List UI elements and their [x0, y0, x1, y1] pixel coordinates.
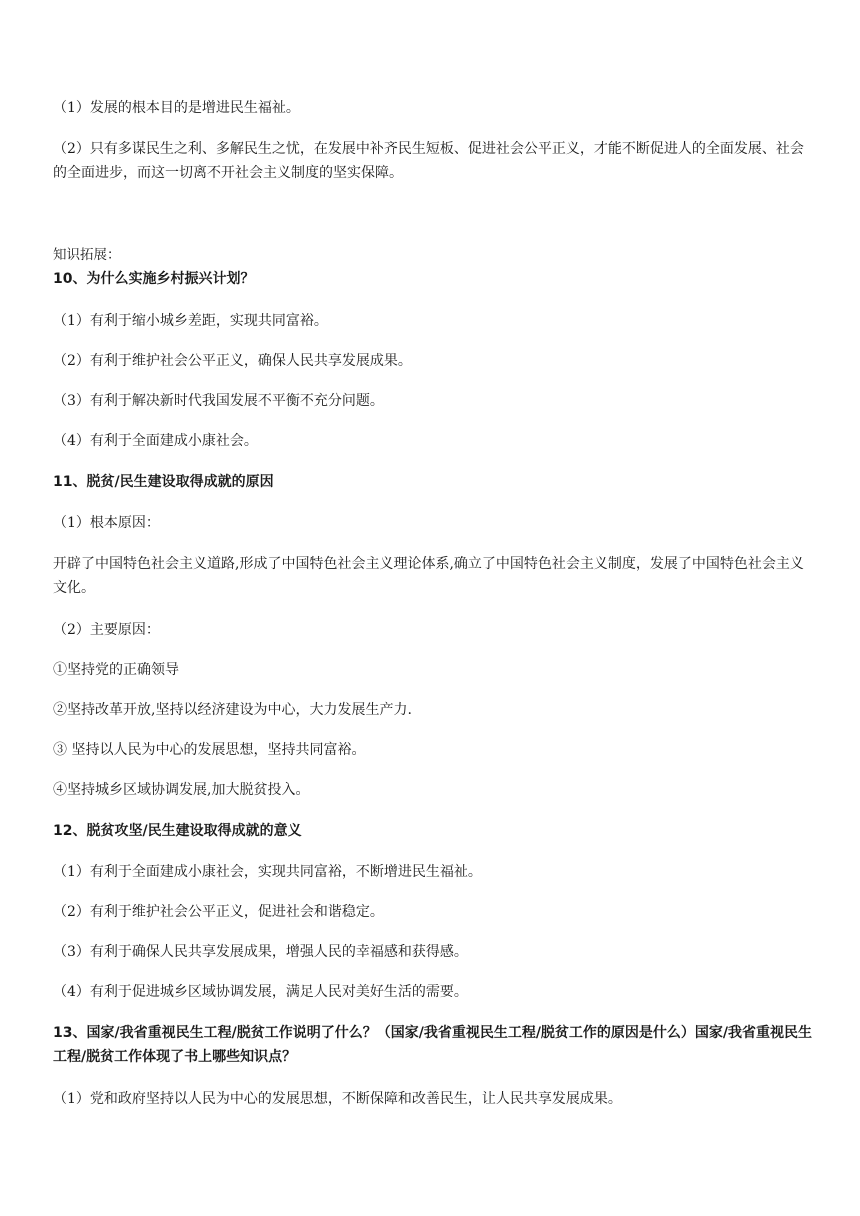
q10-item-3: （3）有利于解决新时代我国发展不平衡不充分问题。: [53, 393, 384, 409]
extension-label: 知识拓展：: [53, 247, 121, 263]
q11-main-label: （2）主要原因：: [53, 622, 160, 638]
q11-main-item-3: ③ 坚持以人民为中心的发展思想，坚持共同富裕。: [53, 742, 366, 758]
q11-root-label: （1）根本原因：: [53, 515, 160, 531]
q11-main-item-2: ②坚持改革开放,坚持以经济建设为中心，大力发展生产力.: [53, 702, 412, 718]
q12-heading: 12、脱贫攻坚/民生建设取得成就的意义: [53, 823, 302, 839]
q12-item-3: （3）有利于确保人民共享发展成果，增强人民的幸福感和获得感。: [53, 944, 468, 960]
q11-root-text: 开辟了中国特色社会主义道路,形成了中国特色社会主义理论体系,确立了中国特色社会主义制度，发展了中国特色社会主义文化。: [53, 556, 804, 596]
q12-item-4: （4）有利于促进城乡区域协调发展，满足人民对美好生活的需要。: [53, 984, 468, 1000]
q11-main-item-1: ①坚持党的正确领导: [53, 662, 179, 678]
q10-item-4: （4）有利于全面建成小康社会。: [53, 433, 258, 449]
paragraph-intro-2: （2）只有多谋民生之利、多解民生之忧，在发展中补齐民生短板、促进社会公平正义，才能不断促进人的全面发展、社会的全面进步，而这一切离不开社会主义制度的坚实保障。: [53, 141, 804, 181]
q12-item-1: （1）有利于全面建成小康社会，实现共同富裕，不断增进民生福祉。: [53, 864, 482, 880]
q10-item-2: （2）有利于维护社会公平正义，确保人民共享发展成果。: [53, 353, 412, 369]
q13-heading: 13、国家/我省重视民生工程/脱贫工作说明了什么？（国家/我省重视民生工程/脱贫工作的原因是什么）国家/我省重视民生工程/脱贫工作体现了书上哪些知识点？: [53, 1025, 813, 1065]
q11-main-item-4: ④坚持城乡区域协调发展,加大脱贫投入。: [53, 782, 310, 798]
q12-item-2: （2）有利于维护社会公平正义，促进社会和谐稳定。: [53, 904, 384, 920]
q11-heading: 11、脱贫/民生建设取得成就的原因: [53, 474, 274, 490]
q13-item-1: （1）党和政府坚持以人民为中心的发展思想，不断保障和改善民生，让人民共享发展成果。: [53, 1091, 622, 1107]
q10-item-1: （1）有利于缩小城乡差距，实现共同富裕。: [53, 313, 328, 329]
q10-heading: 10、为什么实施乡村振兴计划？: [53, 271, 255, 287]
paragraph-intro-1: （1）发展的根本目的是增进民生福祉。: [53, 100, 300, 116]
